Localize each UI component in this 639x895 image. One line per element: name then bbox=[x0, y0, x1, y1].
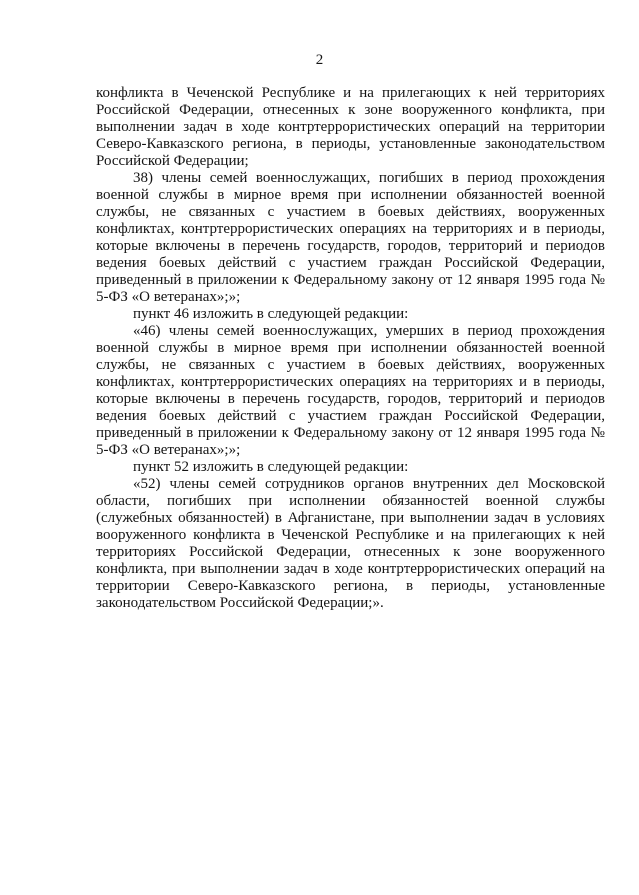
paragraph-item-38: 38) члены семей военнослужащих, погибших в период прохождения военной службы в мирное время при исполнении обязанностей военной службы, не связанных с участием в боевых действиях, вооруженных конфликтах, контртеррористических операциях на территориях и в периоды, которые включены в перечень государств, городов, территорий и периодов ведения боевых действий с участием граждан Российской Федерации, приведенный в приложении к Федеральному закону от 12 января 1995 года № 5-ФЗ «О ветеранах»;»; bbox=[96, 170, 605, 305]
paragraph-amend-item-46: пункт 46 изложить в следующей редакции: bbox=[133, 306, 409, 322]
paragraph-item-46: «46) члены семей военнослужащих, умерших в период прохождения военной службы в мирное время при исполнении обязанностей военной службы, не связанных с участием в боевых действиях, вооруженных конфликтах, контртеррористических операциях на территориях и в периоды, которые включены в перечень государств, городов, территорий и периодов ведения боевых действий с участием граждан Российской Федерации, приведенный в приложении к Федеральному закону от 12 января 1995 года № 5-ФЗ «О ветеранах»;»; bbox=[96, 323, 605, 458]
paragraph-continuation: конфликта в Чеченской Республике и на прилегающих к ней территориях Российской Федерации, отнесенных к зоне вооруженного конфликта, при выполнении задач в ходе контртеррористических операций на территории Северо-Кавказского региона, в периоды, установленные законодательством Российской Федерации; bbox=[96, 85, 605, 169]
paragraph-item-52: «52) члены семей сотрудников органов внутренних дел Московской области, погибших при исполнении обязанностей военной службы (служебных обязанностей) в Афганистане, при выполнении задач в условиях вооруженного конфликта в Чеченской Республике и на прилегающих к ней территориях Российской Федерации, отнесенных к зоне вооруженного конфликта, при выполнении задач в ходе контртеррористических операций на территории Северо-Кавказского региона, в периоды, установленные законодательством Российской Федерации;». bbox=[96, 476, 605, 611]
page-number: 2 bbox=[315, 52, 324, 68]
document-body bbox=[96, 85, 605, 612]
paragraph-amend-item-52: пункт 52 изложить в следующей редакции: bbox=[133, 459, 409, 475]
